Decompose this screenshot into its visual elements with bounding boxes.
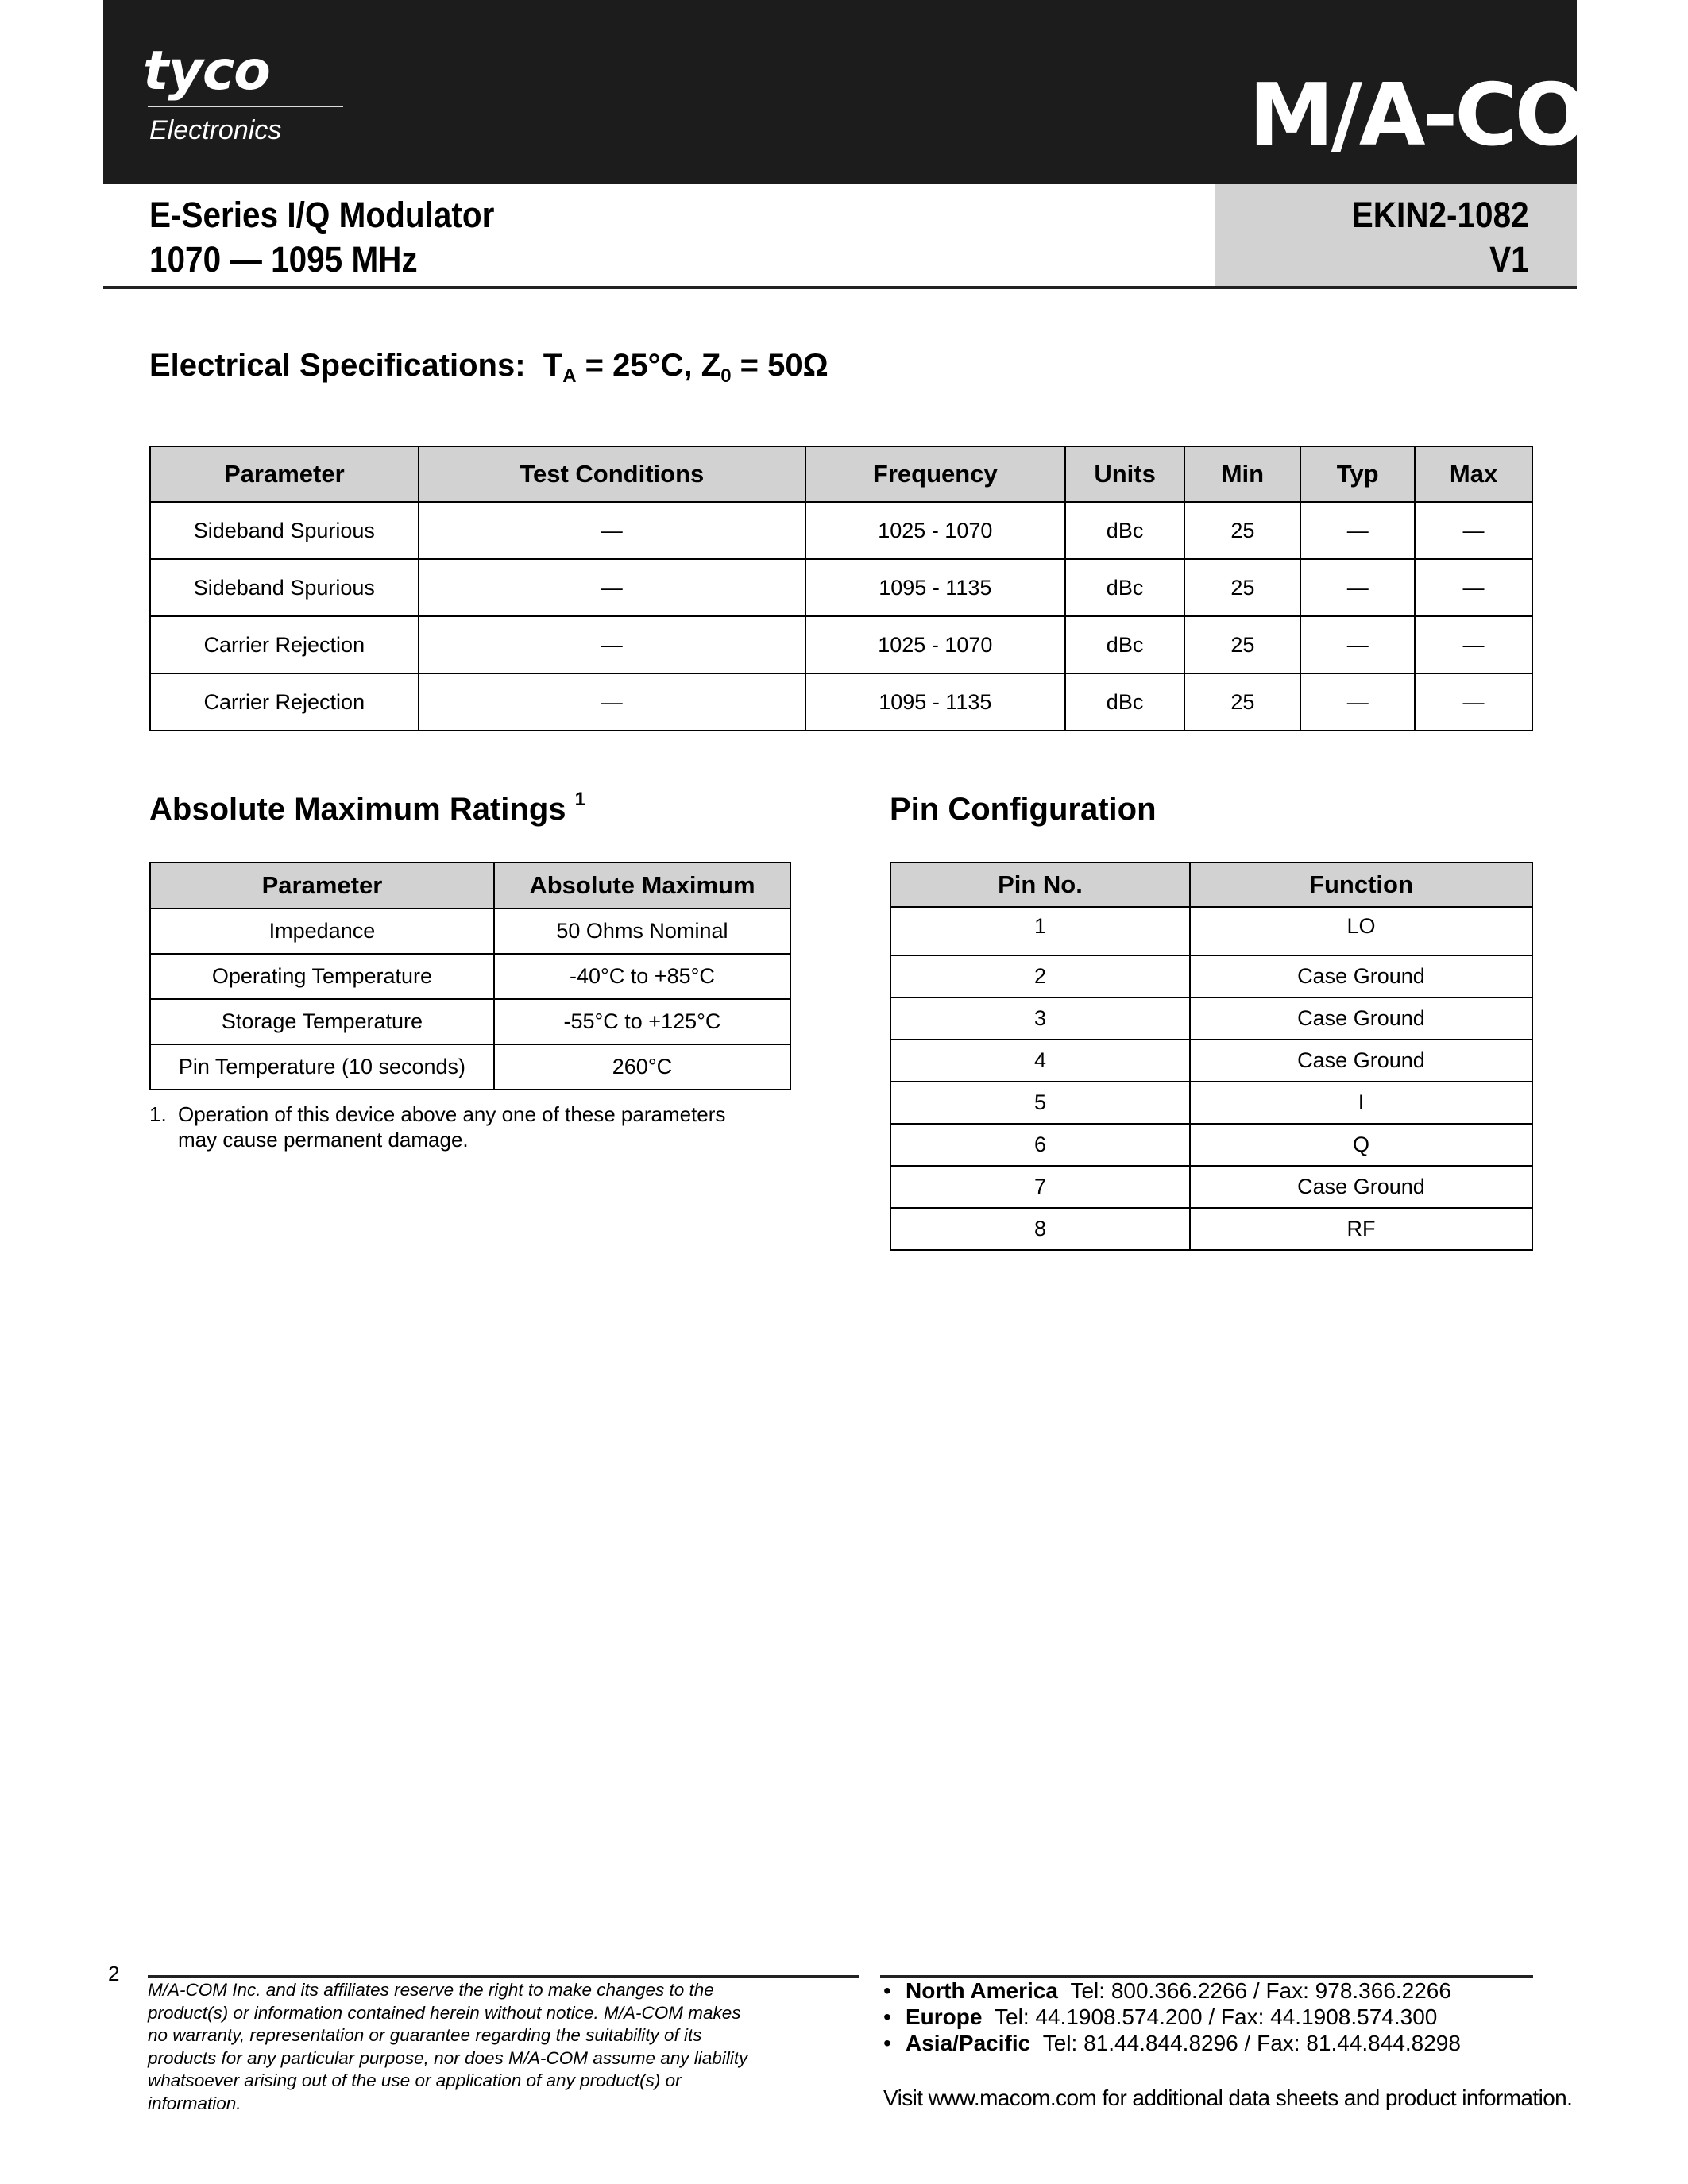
tyco-logo: tyco (143, 40, 270, 102)
contact-region: Europe (906, 2005, 983, 2029)
table-cell: dBc (1065, 616, 1185, 673)
table-cell: 1 (890, 907, 1190, 955)
column-header: Function (1190, 862, 1532, 907)
table-cell: — (1300, 673, 1415, 731)
table-cell: Case Ground (1190, 955, 1532, 997)
heading-ta: T (543, 348, 563, 383)
column-header: Min (1184, 446, 1300, 502)
pin-configuration-table (890, 862, 1533, 1251)
table-cell: — (1300, 559, 1415, 616)
table-cell: 2 (890, 955, 1190, 997)
table-cell: Q (1190, 1124, 1532, 1166)
table-cell: RF (1190, 1208, 1532, 1250)
tyco-logo-rule (148, 106, 343, 107)
table-cell: — (419, 673, 805, 731)
contact-region: Asia/Pacific (906, 2031, 1031, 2055)
table-row (890, 1040, 1532, 1082)
table-row (890, 1082, 1532, 1124)
disclaimer-line: M/A-COM Inc. and its affiliates reserve the right to make changes to the (148, 1980, 714, 2000)
legal-disclaimer (148, 1979, 831, 2115)
table-row (150, 616, 1532, 673)
electrical-specs-table (149, 446, 1533, 731)
table-row (150, 1044, 790, 1090)
table-cell: 4 (890, 1040, 1190, 1082)
disclaimer-line: whatsoever arising out of the use or application of any product(s) or (148, 2070, 682, 2090)
amr-heading-text: Absolute Maximum Ratings (149, 792, 566, 827)
heading-z-sub: 0 (720, 365, 732, 387)
table-cell: -40°C to +85°C (494, 954, 790, 999)
table-cell: 25 (1184, 673, 1300, 731)
table-row (890, 955, 1532, 997)
table-header-row (150, 446, 1532, 502)
heading-prefix: Electrical Specifications: (149, 348, 526, 383)
pin-configuration-heading: Pin Configuration (890, 792, 1157, 827)
table-cell: — (419, 559, 805, 616)
table-cell: 6 (890, 1124, 1190, 1166)
table-cell: dBc (1065, 673, 1185, 731)
table-cell: — (419, 502, 805, 559)
table-cell: Case Ground (1190, 1166, 1532, 1208)
table-cell: — (1300, 502, 1415, 559)
table-cell: 25 (1184, 502, 1300, 559)
bullet-icon: • (883, 2031, 891, 2055)
table-row (150, 673, 1532, 731)
table-row (150, 502, 1532, 559)
table-cell: — (1300, 616, 1415, 673)
table-row (890, 907, 1532, 955)
table-cell: — (1415, 673, 1532, 731)
table-cell: 25 (1184, 616, 1300, 673)
table-cell: Sideband Spurious (150, 502, 419, 559)
document-title (149, 193, 494, 282)
table-cell: 7 (890, 1166, 1190, 1208)
table-cell: 8 (890, 1208, 1190, 1250)
column-header: Units (1065, 446, 1185, 502)
product-name: E-Series I/Q Modulator (149, 195, 495, 235)
heading-ta-value: = 25°C, (585, 348, 693, 383)
heading-z: Z (701, 348, 721, 383)
disclaimer-line: products for any particular purpose, nor does M/A-COM assume any liability (148, 2047, 748, 2068)
absolute-max-ratings-heading (149, 789, 585, 828)
table-cell: Carrier Rejection (150, 673, 419, 731)
frequency-range: 1070 — 1095 MHz (149, 239, 418, 280)
column-header: Frequency (805, 446, 1065, 502)
tyco-logo-subtitle: Electronics (149, 115, 282, 145)
table-header-row (150, 862, 790, 909)
table-cell: 3 (890, 997, 1190, 1040)
table-cell: 1095 - 1135 (805, 673, 1065, 731)
table-cell: 260°C (494, 1044, 790, 1090)
page-number: 2 (108, 1962, 120, 1985)
table-cell: Operating Temperature (150, 954, 494, 999)
table-cell: 1025 - 1070 (805, 502, 1065, 559)
table-cell: Carrier Rejection (150, 616, 419, 673)
website-link[interactable]: Visit www.macom.com for additional data sheets and product information. (883, 2086, 1573, 2110)
disclaimer-line: product(s) or information contained herein without notice. M/A-COM makes (148, 2002, 741, 2023)
contact-detail: Tel: 800.366.2266 / Fax: 978.366.2266 (1070, 1978, 1451, 2003)
table-row (150, 999, 790, 1044)
table-cell: Case Ground (1190, 997, 1532, 1040)
table-row (890, 1208, 1532, 1250)
table-cell: dBc (1065, 502, 1185, 559)
table-cell: — (1415, 616, 1532, 673)
footnote-line: Operation of this device above any one of these parameters (178, 1102, 726, 1126)
table-cell: 1025 - 1070 (805, 616, 1065, 673)
table-cell: dBc (1065, 559, 1185, 616)
table-cell: Pin Temperature (10 seconds) (150, 1044, 494, 1090)
column-header: Absolute Maximum (494, 862, 790, 909)
contact-item (883, 2030, 1461, 2056)
column-header: Parameter (150, 862, 494, 909)
table-cell: I (1190, 1082, 1532, 1124)
table-row (890, 1166, 1532, 1208)
absolute-max-ratings-table (149, 862, 791, 1090)
disclaimer-line: no warranty, representation or guarantee regarding the suitability of its (148, 2025, 702, 2045)
table-cell: Storage Temperature (150, 999, 494, 1044)
table-row (150, 954, 790, 999)
table-row (150, 909, 790, 954)
table-row (150, 559, 1532, 616)
column-header: Typ (1300, 446, 1415, 502)
footer-divider-left (148, 1975, 859, 1978)
column-header: Parameter (150, 446, 419, 502)
table-cell: — (1415, 559, 1532, 616)
contact-detail: Tel: 81.44.844.8296 / Fax: 81.44.844.8298 (1042, 2031, 1461, 2055)
table-cell: Case Ground (1190, 1040, 1532, 1082)
column-header: Test Conditions (419, 446, 805, 502)
bullet-icon: • (883, 2005, 891, 2029)
contact-item (883, 2004, 1461, 2030)
column-header: Max (1415, 446, 1532, 502)
column-header: Pin No. (890, 862, 1190, 907)
contact-list (883, 1978, 1461, 2056)
footnote-marker: 1 (574, 789, 585, 810)
electrical-specs-heading (149, 348, 829, 388)
title-divider (103, 286, 1577, 289)
heading-ta-sub: A (562, 365, 577, 387)
heading-z-value: = 50Ω (740, 348, 829, 383)
table-header-row (890, 862, 1532, 907)
table-cell: — (419, 616, 805, 673)
footnote (149, 1102, 801, 1152)
table-cell: 5 (890, 1082, 1190, 1124)
version-label: V1 (1489, 239, 1529, 280)
table-row (890, 997, 1532, 1040)
macom-logo: M/A-COM (1249, 66, 1667, 165)
table-row (890, 1124, 1532, 1166)
table-cell: — (1415, 502, 1532, 559)
table-cell: 1095 - 1135 (805, 559, 1065, 616)
disclaimer-line: information. (148, 2093, 241, 2113)
contact-detail: Tel: 44.1908.574.200 / Fax: 44.1908.574.300 (995, 2005, 1438, 2029)
table-cell: 50 Ohms Nominal (494, 909, 790, 954)
part-number: EKIN2-1082 (1352, 195, 1529, 235)
table-cell: LO (1190, 907, 1532, 955)
contact-region: North America (906, 1978, 1058, 2003)
table-cell: 25 (1184, 559, 1300, 616)
bullet-icon: • (883, 1978, 891, 2003)
footnote-line: may cause permanent damage. (178, 1128, 469, 1152)
table-cell: -55°C to +125°C (494, 999, 790, 1044)
table-cell: Sideband Spurious (150, 559, 419, 616)
table-cell: Impedance (150, 909, 494, 954)
part-number-block (1352, 193, 1529, 282)
contact-item (883, 1978, 1461, 2004)
footnote-number: 1. (149, 1102, 167, 1126)
